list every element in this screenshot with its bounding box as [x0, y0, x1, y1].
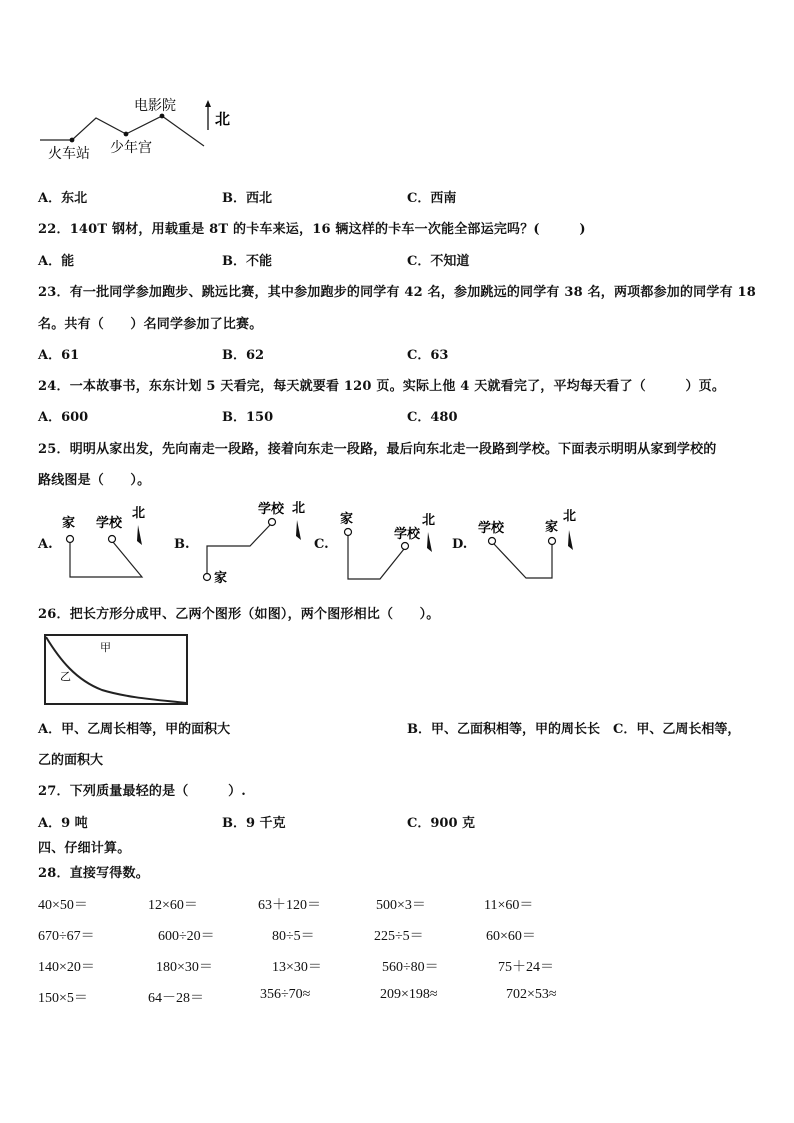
q24-option-c[interactable]: C．480 — [407, 410, 458, 425]
q23-option-b[interactable]: B．62 — [222, 348, 265, 363]
route-path — [207, 525, 270, 574]
q23-text-line2: 名。共有（ ）名同学参加了比赛。 — [38, 317, 263, 332]
route-path — [494, 544, 552, 578]
calc-item: 180×30＝ — [156, 960, 213, 975]
station-dot — [70, 138, 75, 143]
q25-option-b-letter[interactable]: B. — [174, 537, 190, 552]
cinema-dot — [160, 114, 165, 119]
q24-text: 24．一本故事书，东东计划 5 天看完，每天就要看 120 页。实际上他 4 天就看完了，平均每天看了（ ）页。 — [38, 379, 726, 394]
home-dot — [67, 536, 74, 543]
q21-map — [30, 88, 250, 168]
q23-text-line1: 23．有一批同学参加跑步、跳远比赛，其中参加跑步的同学有 42 名，参加跳远的同学有 38 名，两项都参加的同学有 18 — [38, 285, 756, 300]
home-label: 家 — [62, 516, 76, 531]
q25-route-a — [58, 500, 158, 585]
q26-option-b-c[interactable]: B．甲、乙面积相等，甲的周长长 C．甲、乙周长相等， — [407, 722, 741, 737]
station-label: 火车站 — [48, 146, 90, 162]
q23-option-a[interactable]: A．61 — [38, 348, 80, 363]
q22-option-a[interactable]: A．能 — [38, 254, 75, 269]
q25-option-d-letter[interactable]: D. — [452, 537, 468, 552]
home-label: 家 — [340, 512, 354, 527]
calc-item: 356÷70≈ — [260, 987, 311, 1002]
school-label: 学校 — [394, 527, 421, 542]
school-dot — [489, 538, 496, 545]
north-label: 北 — [422, 513, 436, 528]
q26-option-c-cont[interactable]: 乙的面积大 — [38, 753, 104, 768]
q25-route-d — [474, 502, 590, 584]
north-arrow-icon — [427, 532, 432, 552]
north-arrow-icon — [296, 520, 301, 540]
home-dot — [345, 529, 352, 536]
calc-item: 63＋120＝ — [258, 898, 321, 913]
calc-item: 150×5＝ — [38, 991, 88, 1006]
calc-item: 11×60＝ — [484, 898, 534, 913]
jia-label: 甲 — [100, 641, 111, 654]
calc-item: 40×50＝ — [38, 898, 88, 913]
calc-item: 500×3＝ — [376, 898, 426, 913]
school-dot — [109, 536, 116, 543]
home-dot — [204, 574, 211, 581]
calc-item: 702×53≈ — [506, 987, 557, 1002]
route-path — [70, 542, 142, 577]
palace-dot — [124, 132, 129, 137]
calc-item: 560÷80＝ — [382, 960, 439, 975]
home-label: 家 — [214, 571, 228, 586]
q22-text: 22．140T 钢材，用载重是 8T 的卡车来运，16 辆这样的卡车一次能全部运完吗？( ) — [38, 222, 586, 237]
north-label: 北 — [215, 110, 231, 128]
school-label: 学校 — [258, 502, 285, 517]
calc-item: 75＋24＝ — [498, 960, 554, 975]
calc-item: 13×30＝ — [272, 960, 322, 975]
school-label: 学校 — [96, 516, 123, 531]
palace-label: 少年宫 — [110, 140, 152, 156]
q27-option-c[interactable]: C．900 克 — [407, 816, 476, 831]
north-label: 北 — [292, 501, 306, 516]
q26-text: 26．把长方形分成甲、乙两个图形（如图），两个图形相比（ ）。 — [38, 607, 440, 622]
q25-option-a-letter[interactable]: A. — [38, 537, 53, 552]
north-arrow-head — [205, 100, 211, 107]
q25-option-c-letter[interactable]: C. — [314, 537, 329, 552]
school-dot — [402, 543, 409, 550]
school-label: 学校 — [478, 521, 505, 536]
q27-option-a[interactable]: A．9 吨 — [38, 816, 88, 831]
calc-item: 600÷20＝ — [158, 929, 215, 944]
q25-text-line2: 路线图是（ ）。 — [38, 473, 151, 488]
calc-item: 209×198≈ — [380, 987, 438, 1002]
north-arrow-icon — [568, 530, 573, 550]
q25-route-c — [334, 505, 444, 585]
cinema-label: 电影院 — [134, 98, 176, 114]
section-heading: 四、仔细计算。 — [38, 841, 131, 856]
calc-item: 140×20＝ — [38, 960, 95, 975]
q26-option-a[interactable]: A．甲、乙周长相等，甲的面积大 — [38, 722, 231, 737]
q25-route-b — [196, 494, 312, 586]
q22-option-c[interactable]: C．不知道 — [407, 254, 470, 269]
home-label: 家 — [545, 520, 559, 535]
north-label: 北 — [563, 509, 577, 524]
q25-text-line1: 25．明明从家出发，先向南走一段路，接着向东走一段路，最后向东北走一段路到学校。下面表示明明从家到学校的 — [38, 442, 717, 457]
school-dot — [269, 519, 276, 526]
north-arrow-icon — [137, 525, 142, 545]
q26-rectangle-figure — [42, 632, 192, 708]
q28-text: 28．直接写得数。 — [38, 866, 149, 881]
north-label: 北 — [132, 506, 146, 521]
home-dot — [549, 538, 556, 545]
calc-item: 64－28＝ — [148, 991, 204, 1006]
q27-option-b[interactable]: B．9 千克 — [222, 816, 286, 831]
q22-option-b[interactable]: B．不能 — [222, 254, 272, 269]
q24-option-a[interactable]: A．600 — [38, 410, 89, 425]
q21-option-a[interactable]: A．东北 — [38, 191, 88, 206]
calc-item: 225÷5＝ — [374, 929, 424, 944]
q27-text: 27．下列质量最轻的是（ ）. — [38, 784, 247, 799]
calc-item: 80÷5＝ — [272, 929, 315, 944]
q23-option-c[interactable]: C．63 — [407, 348, 449, 363]
calc-item: 60×60＝ — [486, 929, 536, 944]
calc-item: 12×60＝ — [148, 898, 198, 913]
q24-option-b[interactable]: B．150 — [222, 410, 274, 425]
yi-label: 乙 — [60, 670, 71, 683]
q21-option-b[interactable]: B．西北 — [222, 191, 272, 206]
q21-option-c[interactable]: C．西南 — [407, 191, 457, 206]
calc-item: 670÷67＝ — [38, 929, 95, 944]
